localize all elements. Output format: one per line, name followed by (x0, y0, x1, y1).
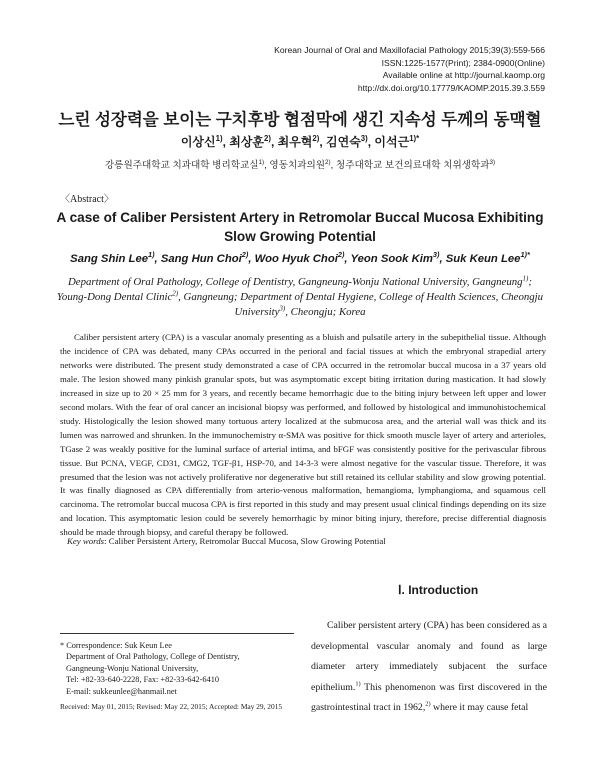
journal-citation: Korean Journal of Oral and Maxillofacial Pathology 2015;39(3):559-566 (274, 45, 545, 55)
affil-sup: 1) (522, 274, 529, 283)
korean-authors: 이상신$^{1)}$, 최상훈$^{2)}$, 최우혁$^{2)}$, 김연숙$^{3)}$, 이석근$^{1)*}$ (180, 134, 420, 149)
correspondence-univ: Gangneung-Wonju National University, (66, 663, 199, 673)
korean-affiliations: 강릉원주대학교 치과대학 병리학교실$^{1)}$, 영동치과의원$^{2)}$, 청주대학교 보건의료대학 치위생학과$^{3)}$ (104, 158, 496, 171)
footnote-divider (60, 633, 294, 634)
affil-sup: 3) (279, 304, 286, 313)
author-sup: 1)* (409, 134, 420, 143)
english-affiliations: Department of Oral Pathology, College of Dentistry, Gangneung-Wonju National University, Gangneung$^{1)}$; Young-Dong Dental Clinic$^{2)}$, Gangneung; Department of Dental Hygiene, College of Health Sciences, Cheongju University$^{3)}$, Cheongju; Korea (56, 274, 544, 318)
english-author: Suk Keun Lee (445, 253, 521, 265)
journal-available: Available online at http://journal.kaomp.org (382, 70, 545, 81)
affil-sup: 2) (325, 158, 331, 166)
affiliation-text: , Gangneung; Department of Dental Hygiene, College of Health Sciences, (178, 291, 499, 303)
intro-text: This phenomenon was first discovered in the gastrointestinal tract in 1962, (311, 681, 547, 713)
affiliation-text: , Cheongju; Korea (285, 306, 366, 318)
english-title: A case of Caliber Persistent Artery in Retromolar Buccal Mucosa Exhibiting Slow Growing Potential (56, 210, 544, 244)
author-sup: 1) (215, 134, 223, 143)
journal-issn: ISSN:1225-1577(Print); 2384-0900(Online) (381, 57, 545, 68)
english-author: Yeon Sook Kim (350, 253, 433, 265)
keywords-label: Key words (67, 536, 105, 546)
affiliation-text: Young-Dong Dental Clinic (56, 291, 173, 303)
intro-text: where it may cause fetal (430, 702, 529, 713)
intro-text: Caliber persistent artery (CPA) has been considered as a developmental vascular anomaly and found as large diameter artery immediately subjacent the surface epithelium. (311, 620, 547, 693)
intro-paragraph (311, 616, 547, 719)
keywords (67, 536, 386, 546)
english-author: Woo Hyuk Choi (254, 253, 338, 265)
korean-author: 이상신 (180, 135, 216, 149)
english-author: Sang Shin Lee (70, 253, 149, 265)
english-author: Sang Hun Choi (160, 253, 242, 265)
affil-sup: 2) (172, 289, 179, 298)
author-sup: 1)* (520, 250, 530, 260)
affiliation-text: Cheongju University (234, 291, 544, 318)
correspondence-dept: Department of Oral Pathology, College of Dentistry, (66, 652, 240, 662)
citation-sup: 2) (425, 700, 431, 708)
journal-header (274, 44, 545, 94)
korean-author: 최우혁 (277, 135, 313, 149)
correspondence (60, 640, 240, 697)
journal-doi: http://dx.doi.org/10.17779/KAOMP.2015.39.3.559 (357, 82, 545, 93)
korean-title: 느린 성장력을 보이는 구치후방 협점막에 생긴 지속성 두께의 동맥혈 (58, 111, 542, 129)
korean-affiliation: 영동치과의원 (269, 160, 326, 171)
citation-sup: 1) (355, 680, 361, 688)
korean-affiliation: 청주대학교 보건의료대학 치위생학과 (335, 160, 490, 171)
affil-sup: 1) (258, 158, 265, 166)
author-sup: 2) (312, 134, 320, 143)
english-authors: Sang Shin Lee$^{1)}$, Sang Hun Choi$^{2)}$, Woo Hyuk Choi$^{2)}$, Yeon Sook Kim$^{3)}$, Suk Keun Lee$^{1)*}$ (70, 250, 530, 265)
korean-author: 김연숙 (326, 135, 361, 149)
keywords-text: : Caliber Persistent Artery, Retromolar Buccal Mucosa, Slow Growing Potential (104, 536, 386, 546)
author-sup: 3) (360, 134, 368, 143)
section-heading: Ⅰ. Introduction (398, 583, 479, 597)
korean-author: 이석근 (374, 135, 410, 149)
affil-sup: 3) (489, 158, 496, 166)
korean-affiliation: 강릉원주대학교 치과대학 병리학교실 (104, 160, 259, 171)
author-sup: 2) (264, 134, 271, 143)
author-sup: 2) (337, 250, 345, 260)
correspondence-phone: Tel: +82-33-640-2228, Fax: +82-33-642-6410 (66, 675, 220, 685)
korean-author: 최상훈 (229, 135, 265, 149)
correspondence-email: E-mail: sukkeunlee@hanmail.net (66, 686, 177, 696)
submission-dates: Received: May 01, 2015; Revised: May 22, 2015; Accepted: May 29, 2015 (60, 702, 283, 711)
affiliation-text: Department of Oral Pathology, College of Dentistry, Gangneung-Wonju National University, Gangneung (67, 276, 523, 288)
author-sup: 3) (432, 250, 440, 260)
author-sup: 2) (241, 250, 249, 260)
author-sup: 1) (148, 250, 155, 260)
correspondence-name: * Correspondence: Suk Keun Lee (60, 641, 172, 650)
abstract-label: 〈Abstract〉 (60, 194, 114, 205)
abstract-body: Caliber persistent artery (CPA) is a vascular anomaly presenting as a bluish and pulsatile artery in the subepithelial tissue. Although the incidence of CPA was debated, many CPAs occurred in the perioral and facial tissues at which the embryonal strapedial artery networks were distributed. The present study demonstrated a case of CPA occurred in the retromolar buccal mucosa in a 37 years old male. The lesion showed many pinkish granular spots, but was asymptomatic except biting irritation during mastication. It had slowly increased in size up to 20 × 25 mm for 3 years, and recently became hemorrhagic due to the biting injury between left upper and lower second molars. With the fear of oral cancer an incisional biopsy was performed, and followed by histological and immunohistochemical study. Histologically the lesion showed many tortuous artery localized at the submucosa area, and the arterial wall was thick and its lumen was narrowed and shrunken. In the immunochemistry α-SMA was positive for thick smooth muscle layer of artery and arterioles, TGase 2 was weakly positive for the luminal surface of arterial intima, and bFGF was consistently positive for the perivascular fibrous tissue. But PCNA, VEGF, CD31, CMG2, TGF-β1, HSP-70, and 14-3-3 were almost negative for the vascular tissue. Therefore, it was presumed that the lesion was not actively proliferative nor degenerative but still retained its cellular stability and slow growing potential. It was finally diagnosed as CPA differentially from arterio-venous malformation, hemangioma, lymphangioma, and squamous cell carcinoma. The retromolar buccal mucosa CPA is first reported in this study and may present usual clinical findings depending on its size and location. This asymptomatic lesion could be severely hemorrhagic by minor biting injury, therefore, precise differential diagnosis should be made through biopsy, and careful therapy be followed. (60, 332, 546, 538)
